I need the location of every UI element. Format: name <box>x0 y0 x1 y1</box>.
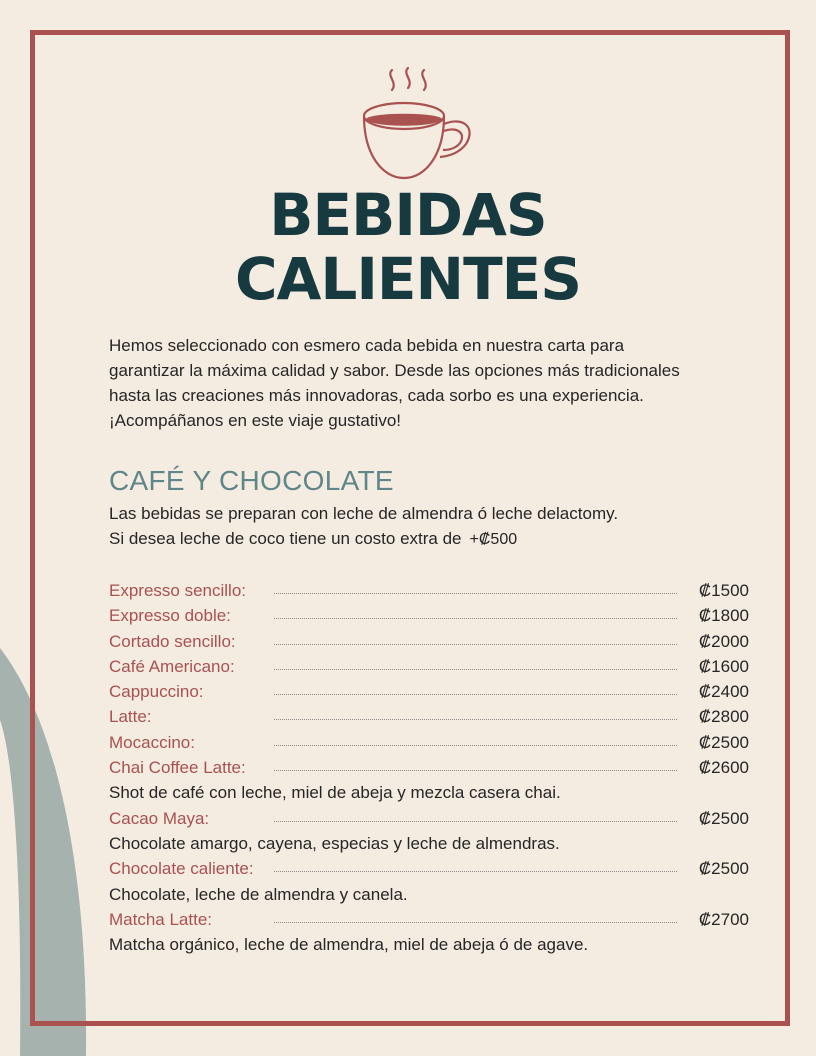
item-name: Chocolate caliente: <box>109 856 256 881</box>
item-description: Shot de café con leche, miel de abeja y mezcla casera chai. <box>109 783 561 803</box>
item-price: ₡2800 <box>698 707 749 727</box>
section-note-text: Si desea leche de coco tiene un costo extra de <box>109 529 462 548</box>
menu-item <box>109 578 749 603</box>
section-note-line <box>109 526 618 552</box>
page-title-line2: CALIENTES <box>234 245 582 313</box>
leader-dots <box>274 922 677 923</box>
item-name: Cortado sencillo: <box>109 629 238 654</box>
menu-item <box>109 856 749 881</box>
menu-item <box>109 907 749 932</box>
menu-item <box>109 704 749 729</box>
item-price: ₡1800 <box>698 606 749 626</box>
item-price: ₡2700 <box>698 909 749 929</box>
item-name: Expresso sencillo: <box>109 578 248 603</box>
intro-line: garantizar la máxima calidad y sabor. Desde las opciones más tradicionales <box>109 361 680 380</box>
item-name: Chai Coffee Latte: <box>109 755 248 780</box>
item-description: Chocolate, leche de almendra y canela. <box>109 884 408 904</box>
item-name: Cappuccino: <box>109 679 206 704</box>
menu-item <box>109 679 749 704</box>
item-name: Cacao Maya: <box>109 806 211 831</box>
section-title: CAFÉ Y CHOCOLATE <box>109 465 394 496</box>
item-description: Chocolate amargo, cayena, especias y leche de almendras. <box>109 833 560 853</box>
leader-dots <box>274 694 677 695</box>
intro-line: ¡Acompáñanos en este viaje gustativo! <box>109 411 402 430</box>
extra-price: +₡500 <box>469 531 518 548</box>
item-price: ₡2400 <box>698 682 749 702</box>
item-description: Matcha orgánico, leche de almendra, miel de abeja ó de agave. <box>109 935 589 955</box>
menu-item <box>109 629 749 654</box>
item-name: Latte: <box>109 704 154 729</box>
menu-list <box>109 578 749 957</box>
leader-dots <box>274 618 677 619</box>
item-name: Mocaccino: <box>109 730 197 755</box>
section-note <box>109 501 618 552</box>
intro-line: Hemos seleccionado con esmero cada bebida en nuestra carta para <box>109 336 625 355</box>
item-price: ₡2500 <box>698 808 749 828</box>
section-note-line: Las bebidas se preparan con leche de almendra ó leche delactomy. <box>109 504 619 523</box>
coffee-cup-icon <box>356 64 476 184</box>
leader-dots <box>274 745 677 746</box>
item-name: Café Americano: <box>109 654 237 679</box>
leader-dots <box>274 871 677 872</box>
leader-dots <box>274 770 677 771</box>
item-name: Matcha Latte: <box>109 907 214 932</box>
item-price: ₡2500 <box>698 732 749 752</box>
menu-item <box>109 654 749 679</box>
menu-item <box>109 730 749 755</box>
item-price: ₡1600 <box>698 656 749 676</box>
item-price: ₡2500 <box>698 859 749 879</box>
page-title-line1: BEBIDAS <box>269 181 547 249</box>
item-price: ₡2600 <box>698 758 749 778</box>
leader-dots <box>274 669 677 670</box>
item-name: Expresso doble: <box>109 603 233 628</box>
menu-item <box>109 806 749 831</box>
menu-item <box>109 603 749 628</box>
menu-item <box>109 755 749 780</box>
intro-line: hasta las creaciones más innovadoras, cada sorbo es una experiencia. <box>109 386 644 405</box>
leader-dots <box>274 593 677 594</box>
leader-dots <box>274 821 677 822</box>
leader-dots <box>274 644 677 645</box>
intro-paragraph <box>109 333 739 433</box>
leader-dots <box>274 719 677 720</box>
item-price: ₡2000 <box>698 631 749 651</box>
item-price: ₡1500 <box>698 581 749 600</box>
